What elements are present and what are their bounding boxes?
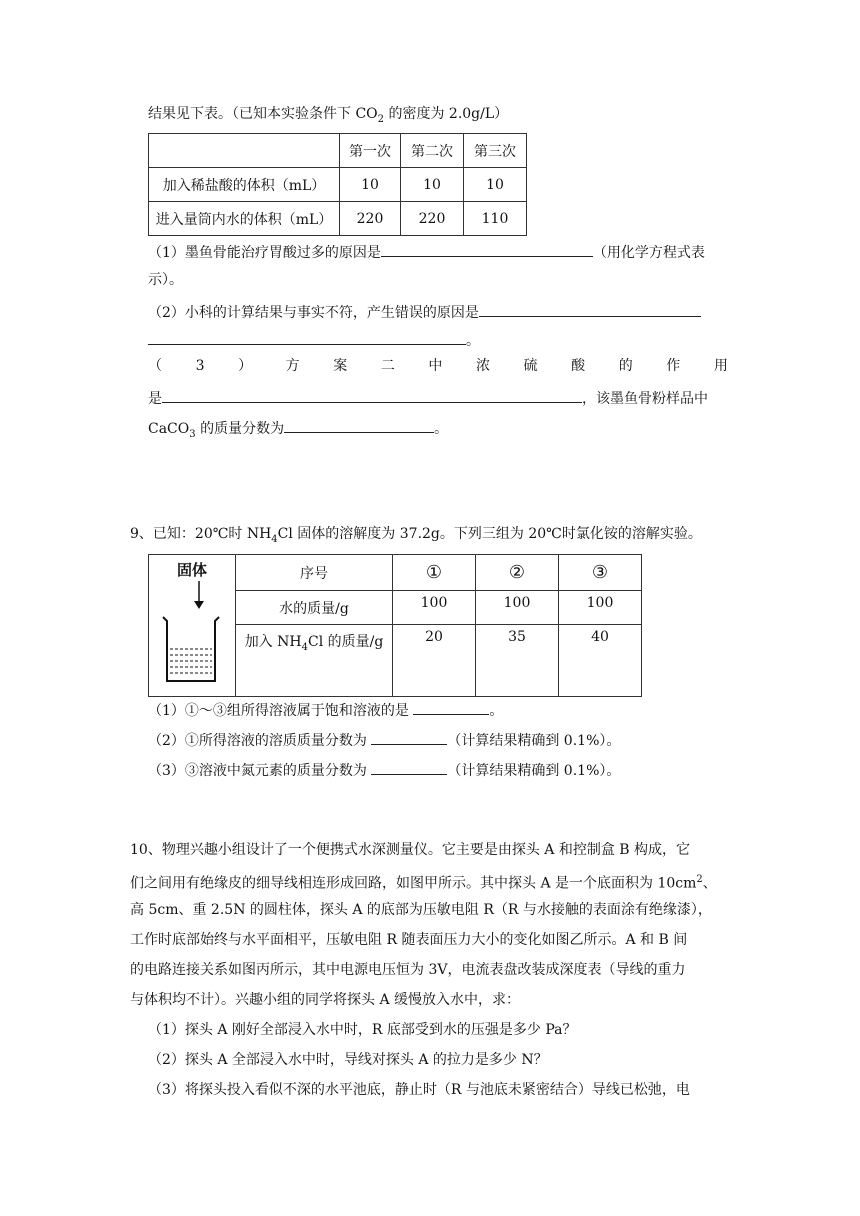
q8-part3-char: （ [148, 358, 162, 374]
q8-part3-text: 的质量分数为 [195, 421, 285, 437]
intro-line [148, 104, 508, 130]
answer-blank[interactable] [371, 758, 447, 775]
q8-part2-cont [148, 328, 480, 351]
table-row-label: 加入稀盐酸的体积（mL） [149, 168, 340, 202]
answer-blank[interactable] [284, 416, 434, 433]
q9-part3 [148, 758, 620, 781]
dissolution-table [148, 554, 642, 697]
table-cell: 35 [476, 625, 559, 697]
q8-part3-line3 [148, 416, 448, 445]
results-table [148, 133, 527, 236]
table-cell: 10 [340, 168, 401, 202]
table-cell: 100 [393, 591, 476, 625]
table-cell: 10 [401, 168, 464, 202]
q9-stem [130, 524, 702, 550]
q10-line6: 与体积均不计）。兴趣小组的同学将探头 A 缓慢放入水中，求： [130, 992, 521, 1008]
q8-part3-char: 中 [428, 358, 443, 374]
table-row [149, 202, 527, 236]
q9-stem-subscript: 4 [271, 533, 278, 545]
table-header-cell: 第三次 [464, 134, 527, 168]
q9-part3-end: （计算结果精确到 0.1%）。 [447, 763, 621, 779]
q8-part2-text: （2）小科的计算结果与事实不符，产生错误的原因是 [148, 305, 479, 321]
q8-part1-text: （1）墨鱼骨能治疗胃酸过多的原因是 [148, 245, 381, 261]
q8-part2-end: 。 [466, 333, 480, 349]
q8-part3-char: 作 [666, 358, 681, 374]
q9-part2 [148, 728, 620, 751]
q10-line1: 10、物理兴趣小组设计了一个便携式水深测量仪。它主要是由探头 A 和控制盒 B 构成，它 [130, 842, 691, 858]
q9-part1-end: 。 [489, 703, 504, 719]
answer-blank[interactable] [479, 300, 701, 317]
q9-stem-text-end: Cl 固体的溶解度为 37.2g。下列三组为 20℃时氯化铵的溶解实验。 [277, 526, 702, 542]
q8-part3-text-end: ，该墨鱼骨粉样品中 [582, 391, 708, 407]
row-label-subscript: 4 [301, 641, 308, 653]
q10-line5: 的电路连接关系如图丙所示，其中电源电压恒为 3V，电流表盘改装成深度表（导线的重力 [130, 962, 686, 978]
q8-part3-char: 酸 [571, 358, 586, 374]
figure-cell [149, 555, 236, 697]
answer-blank[interactable] [148, 328, 466, 345]
intro-subscript: 2 [377, 113, 385, 125]
q8-part3-char: 的 [618, 358, 633, 374]
arrow-icon [194, 601, 204, 609]
q8-part3-char: 方 [285, 358, 300, 374]
q9-part2-end: （计算结果精确到 0.1%）。 [447, 733, 621, 749]
q8-part3-char: ） [238, 358, 253, 374]
row-label-text: 加入 NH [244, 634, 302, 650]
answer-blank[interactable] [381, 240, 593, 257]
q8-part1-cont: 示）。 [148, 272, 183, 288]
table-row [149, 168, 527, 202]
q10-superscript: 2 [696, 874, 703, 885]
table-cell: 220 [401, 202, 464, 236]
q8-part3-line2 [148, 386, 708, 409]
q9-part1 [148, 698, 503, 721]
q10-part3: （3）将探头投入看似不深的水平池底，静止时（R 与池底未紧密结合）导线已松弛，电 [148, 1082, 690, 1098]
q8-part3-formula: CaCO [148, 421, 190, 437]
q10-line2-text: 们之间用有绝缘皮的细导线相连形成回路，如图甲所示。其中探头 A 是一个底面积为 10cm [130, 875, 697, 892]
table-header-cell [149, 134, 340, 168]
q8-part1-text-end: （用化学方程式表 [592, 245, 705, 261]
table-row-label [236, 625, 393, 697]
intro-text-end: 的密度为 2.0g/L） [384, 106, 509, 122]
answer-blank[interactable] [162, 386, 582, 403]
table-cell: 100 [476, 591, 559, 625]
table-cell: 110 [464, 202, 527, 236]
q10-line2-end: 、 [702, 875, 717, 892]
q8-part3-end: 。 [434, 421, 449, 437]
q9-part2-text: （2）①所得溶液的溶质质量分数为 [148, 733, 372, 749]
q10-line2 [130, 870, 717, 894]
row-label-text-end: Cl 的质量/g [307, 634, 384, 650]
q9-part3-text: （3）③溶液中氮元素的质量分数为 [148, 763, 372, 779]
q10-part2: （2）探头 A 全部浸入水中时，导线对探头 A 的拉力是多少 N？ [148, 1052, 548, 1068]
table-row-label: 进入量筒内水的体积（mL） [149, 202, 340, 236]
table-cell: 220 [340, 202, 401, 236]
table-header-cell: 序号 [236, 555, 393, 591]
intro-text: 结果见下表。（已知本实验条件下 CO [148, 106, 378, 122]
q9-stem-text: 9、已知：20℃时 NH [130, 526, 272, 542]
q8-part3-char: 用 [713, 358, 728, 374]
table-header-cell: ③ [559, 555, 642, 591]
q8-part2 [148, 300, 701, 323]
table-header-cell: ① [393, 555, 476, 591]
q8-part3-char: 浓 [475, 358, 490, 374]
q8-part3-spread [148, 356, 728, 376]
beaker-figure [149, 577, 235, 697]
q8-part1 [148, 240, 705, 263]
q8-part3-text: 是 [148, 391, 162, 407]
table-header-cell: 第二次 [401, 134, 464, 168]
q10-line3: 高 5cm、重 2.5N 的圆柱体，探头 A 的底部为压敏电阻 R（R 与水接触的表面涂有绝缘漆）， [130, 902, 712, 918]
q8-part3-char: 案 [333, 358, 348, 374]
q9-part1-text: （1）①～③组所得溶液属于饱和溶液的是 [148, 703, 414, 719]
q10-line4: 工作时底部始终与水平面相平，压敏电阻 R 随表面压力大小的变化如图乙所示。A 和 B 间 [130, 932, 688, 948]
q8-part3-char: 硫 [523, 358, 538, 374]
table-cell: 40 [559, 625, 642, 697]
table-header-cell: ② [476, 555, 559, 591]
answer-blank[interactable] [371, 728, 447, 745]
q10-part1: （1）探头 A 刚好全部浸入水中时，R 底部受到水的压强是多少 Pa？ [148, 1022, 577, 1038]
table-row-label: 水的质量/g [236, 591, 393, 625]
table-header-cell: 第一次 [340, 134, 401, 168]
table-cell: 100 [559, 591, 642, 625]
answer-blank[interactable] [413, 698, 489, 715]
q8-part3-char: 3 [195, 358, 205, 374]
table-cell: 10 [464, 168, 527, 202]
q8-part3-subscript: 3 [189, 428, 196, 440]
figure-label: 固体 [176, 561, 207, 579]
table-cell: 20 [393, 625, 476, 697]
q8-part3-char: 二 [380, 358, 395, 374]
